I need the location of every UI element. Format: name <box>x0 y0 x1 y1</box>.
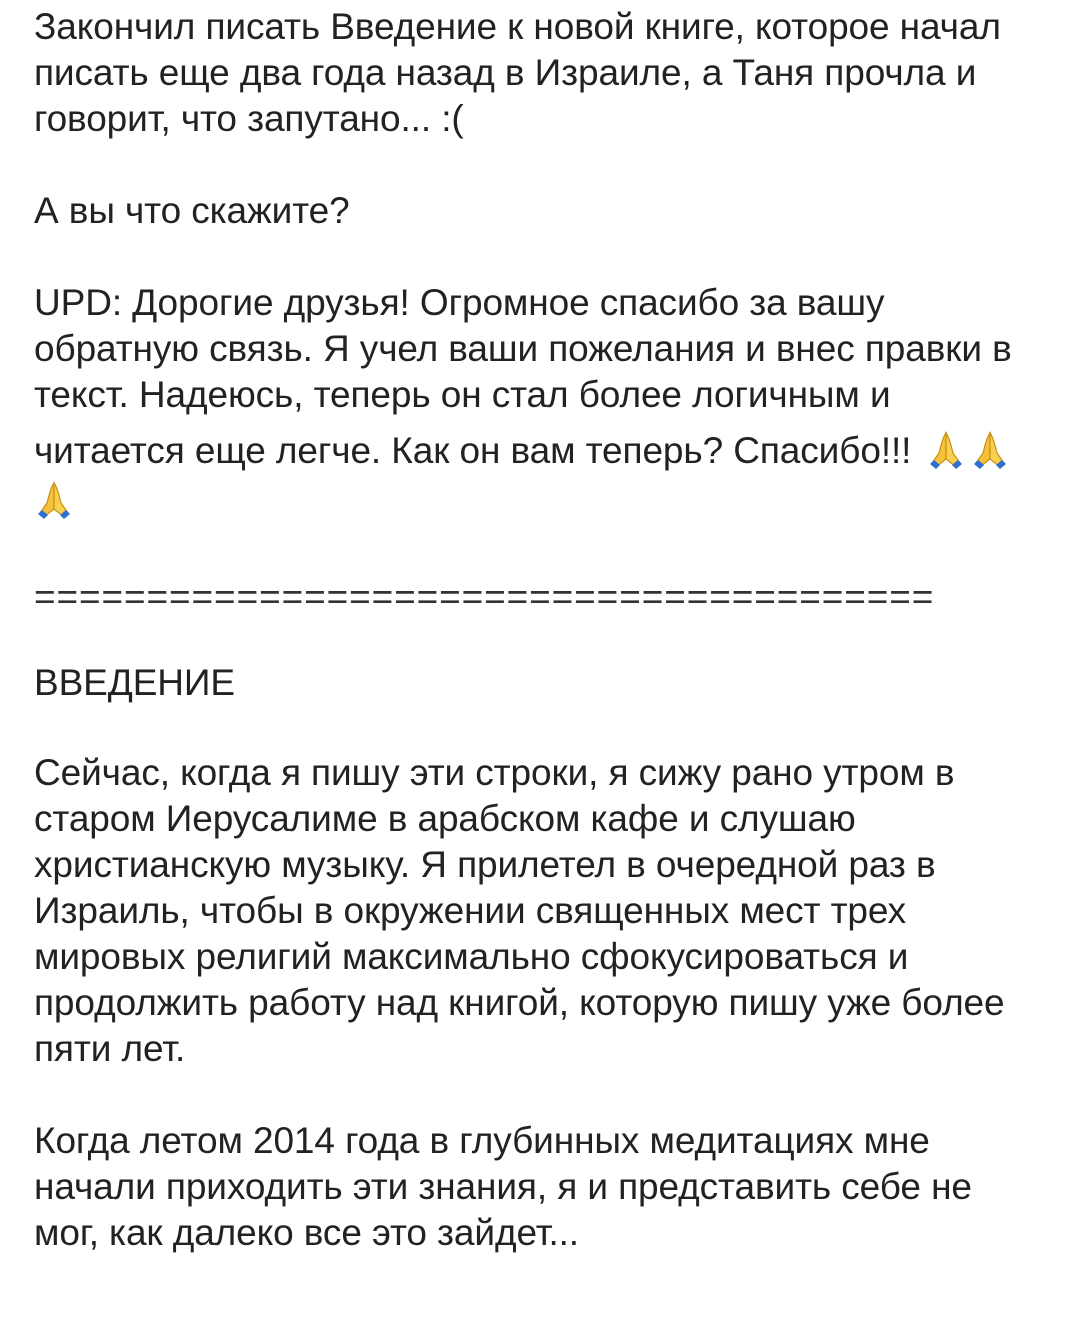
question-paragraph <box>34 188 1048 234</box>
folded-hands-icon <box>926 429 966 471</box>
body-line: Когда летом 2014 года в глубинных медитациях мне <box>34 1120 930 1161</box>
intro-line: говорит, что запутано... :( <box>34 98 464 139</box>
body-line: христианскую музыку. Я прилетел в очередной раз в <box>34 844 936 885</box>
body-line: старом Иерусалиме в арабском кафе и слушаю <box>34 798 856 839</box>
update-line: обратную связь. Я учел ваши пожелания и внес правки в <box>34 328 1012 369</box>
body-line: мог, как далеко все это зайдет... <box>34 1212 579 1253</box>
body-line: Израиль, чтобы в окружении священных мест трех <box>34 890 906 931</box>
divider-line: ======================================== <box>34 576 935 617</box>
intro-paragraph <box>34 4 1048 142</box>
update-paragraph <box>34 280 1048 524</box>
question-line: А вы что скажите? <box>34 190 350 231</box>
body-line: пяти лет. <box>34 1028 186 1069</box>
update-line: читается еще легче. Как он вам теперь? Спасибо!!! <box>34 430 912 471</box>
intro-line: Закончил писать Введение к новой книге, которое начал <box>34 6 1001 47</box>
body-paragraph-1 <box>34 750 1048 1072</box>
body-line: Сейчас, когда я пишу эти строки, я сижу рано утром в <box>34 752 955 793</box>
body-paragraph-2 <box>34 1118 1048 1256</box>
body-line: мировых религий максимально сфокусироваться и <box>34 936 909 977</box>
folded-hands-icon <box>970 429 1010 471</box>
update-line: текст. Надеюсь, теперь он стал более логичным и <box>34 374 891 415</box>
body-line: начали приходить эти знания, я и представить себе не <box>34 1166 972 1207</box>
section-heading: ВВЕДЕНИЕ <box>34 662 235 703</box>
intro-line: писать еще два года назад в Израиле, а Таня прочла и <box>34 52 977 93</box>
update-line: UPD: Дорогие друзья! Огромное спасибо за вашу <box>34 282 885 323</box>
folded-hands-icon <box>34 479 74 521</box>
body-line: продолжить работу над книгой, которую пишу уже более <box>34 982 1005 1023</box>
